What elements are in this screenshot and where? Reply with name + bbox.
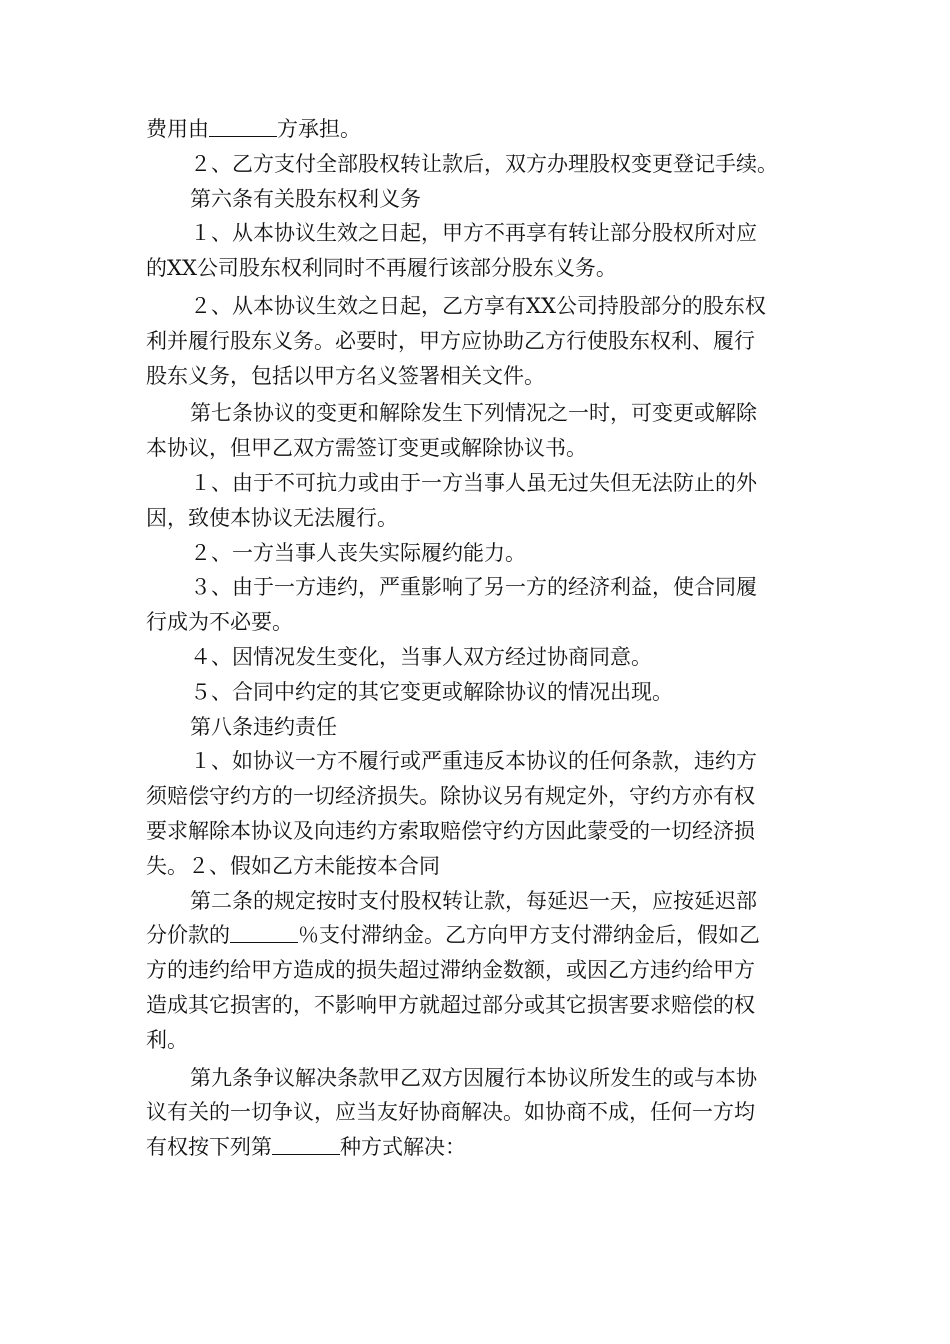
text-line: 本协议，但甲乙双方需签订变更或解除协议书。	[146, 436, 587, 461]
text-line: 费用由 方承担。	[146, 117, 361, 141]
text-line: 方的违约给甲方造成的损失超过滞纳金数额，或因乙方违约给甲方	[146, 958, 755, 983]
clause-item: ５、合同中约定的其它变更或解除协议的情况出现。	[190, 679, 673, 704]
text-line: 的XX公司股东权利同时不再履行该部分股东义务。	[146, 256, 617, 281]
text-line: 分价款的 ％支付滞纳金。乙方向甲方支付滞纳金后，假如乙	[146, 923, 760, 948]
clause-item: ３、由于一方违约，严重影响了另一方的经济利益，使合同履	[190, 575, 757, 600]
text-line: 议有关的一切争议，应当友好协商解决。如协商不成，任何一方均	[146, 1100, 755, 1125]
text-line: 造成其它损害的，不影响甲方就超过部分或其它损害要求赔偿的权	[146, 992, 755, 1017]
fill-blank	[230, 922, 298, 943]
article-heading: 第九条争议解决条款甲乙双方因履行本协议所发生的或与本协	[190, 1065, 757, 1090]
text-line: 利。	[146, 1027, 188, 1052]
text-line: 利并履行股东义务。必要时，甲方应协助乙方行使股东权利、履行	[146, 328, 755, 353]
text-line: 因，致使本协议无法履行。	[146, 505, 398, 530]
text-line: 须赔偿守约方的一切经济损失。除协议另有规定外，守约方亦有权	[146, 784, 755, 809]
clause-item: ２、从本协议生效之日起，乙方享有XX公司持股部分的股东权	[190, 293, 766, 318]
clause-item: ２、一方当事人丧失实际履约能力。	[190, 540, 526, 565]
clause-item: １、如协议一方不履行或严重违反本协议的任何条款，违约方	[190, 749, 757, 774]
article-heading: 第六条有关股东权利义务	[190, 186, 421, 211]
fill-blank	[272, 1134, 340, 1155]
text-line: 第二条的规定按时支付股权转让款，每延迟一天，应按延迟部	[190, 888, 757, 913]
article-heading: 第八条违约责任	[190, 714, 337, 739]
article-heading: 第七条协议的变更和解除发生下列情况之一时，可变更或解除	[190, 401, 757, 426]
fill-blank	[209, 116, 277, 137]
text-line: 失。２、假如乙方未能按本合同	[146, 853, 440, 878]
text-line: 有权按下列第 种方式解决：	[146, 1135, 466, 1160]
clause-item: ２、乙方支付全部股权转让款后，双方办理股权变更登记手续。	[190, 151, 778, 176]
text-line: 要求解除本协议及向违约方索取赔偿守约方因此蒙受的一切经济损	[146, 818, 755, 843]
clause-item: ４、因情况发生变化，当事人双方经过协商同意。	[190, 644, 652, 669]
clause-item: １、从本协议生效之日起，甲方不再享有转让部分股权所对应	[190, 221, 757, 246]
clause-item: １、由于不可抗力或由于一方当事人虽无过失但无法防止的外	[190, 470, 757, 495]
text-line: 行成为不必要。	[146, 610, 293, 635]
text-line: 股东义务，包括以甲方名义签署相关文件。	[146, 363, 545, 388]
document-body	[146, 112, 810, 1165]
